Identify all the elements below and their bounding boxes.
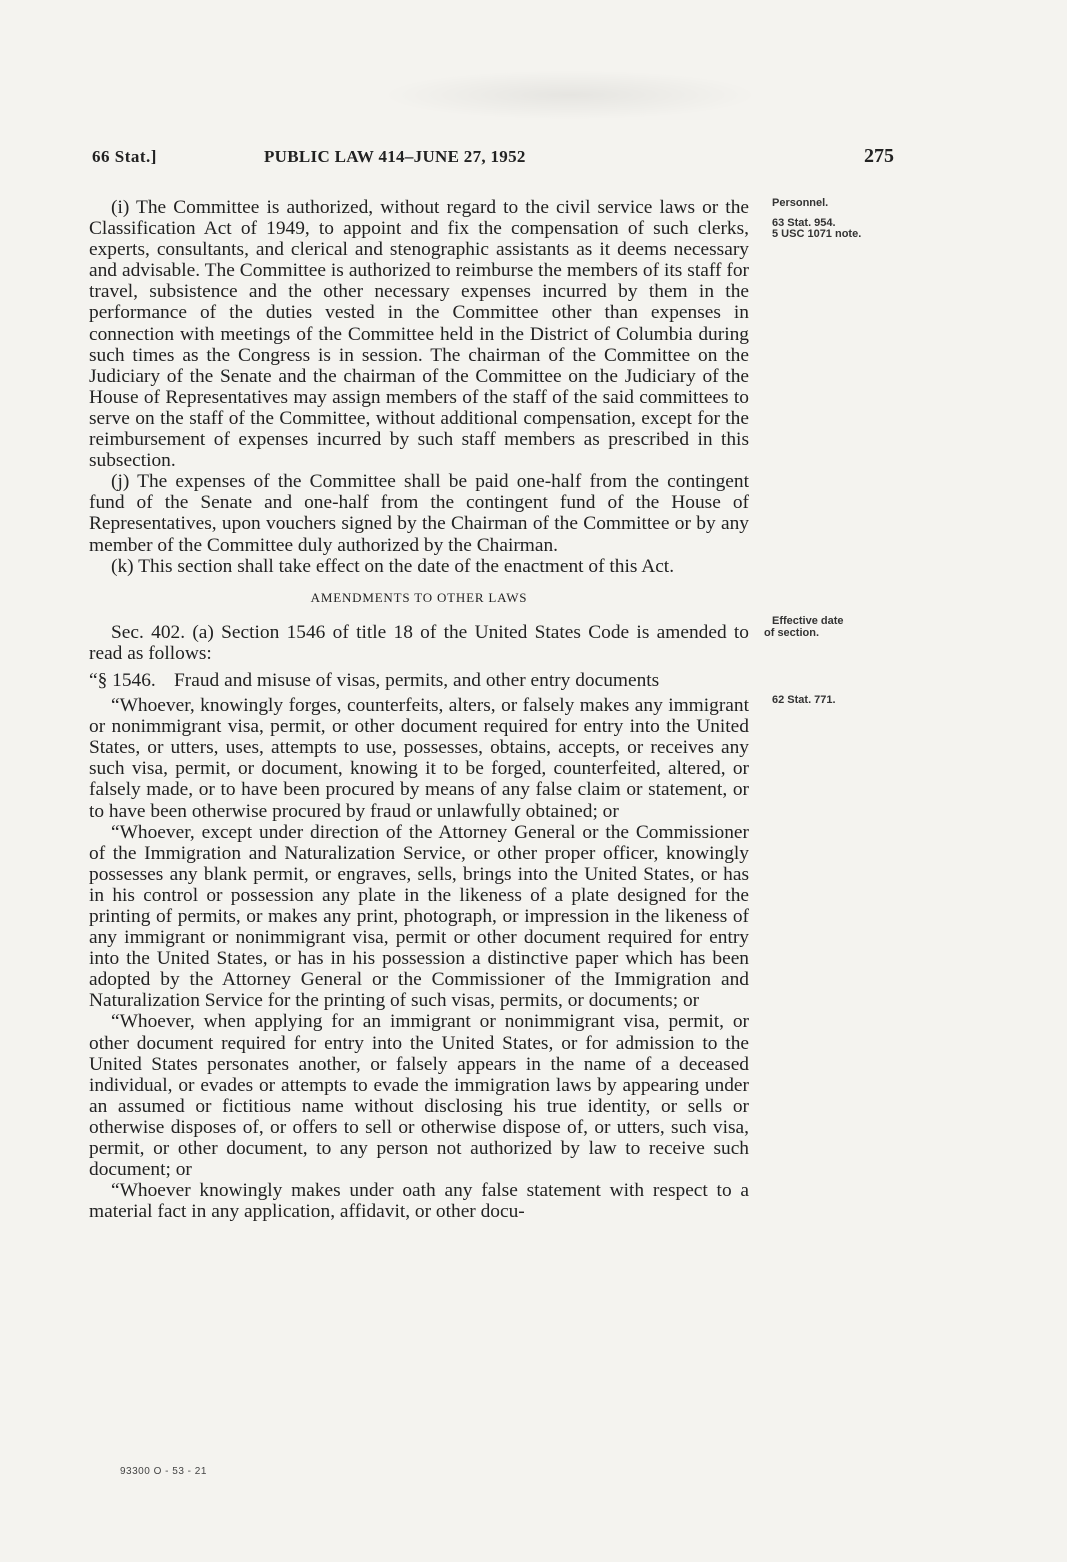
section-1546-heading: Fraud and misuse of visas, permits, and other entry documents	[174, 669, 660, 691]
paragraph-k: (k) This section shall take effect on the date of the enactment of this Act.	[111, 555, 675, 577]
running-title: PUBLIC LAW 414–JUNE 27, 1952	[264, 147, 526, 166]
margin-note-stat-954: 63 Stat. 954.	[772, 217, 836, 229]
whoever-paragraph: “Whoever knowingly makes under oath any false statement with respect to a material fact in any application, affidavit, or other docu-	[89, 1180, 749, 1223]
margin-note-stat-771: 62 Stat. 771.	[772, 694, 836, 706]
whoever-paragraph: “Whoever, except under direction of the Attorney General or the Commissioner of the Immigration and Naturalization Service, or other proper officer, knowingly possesses any blank permit, or engraves, sells, brings into the United States, or has in his control or possession any plate in the likeness of a plate designed for the printing of permits, or makes any print, photograph, or impression in the likeness of any immigrant or nonimmigrant visa, permit or other document required for entry into the United States, or has in his possession a distinctive paper which has been adopted by the Attorney General or the Commissioner of the Immigration and Naturalization Service for the printing of such visas, permits, or documents; or	[89, 821, 749, 1012]
whoever-paragraph: “Whoever, knowingly forges, counterfeits, alters, or falsely makes any immigrant or nonimmigrant visa, permit, or other document required for entry into the United States, or utters, uses, attempts to use, possesses, obtains, accepts, or receives any such visa, permit, or document, knowing it to be forged, counterfeited, altered, or falsely made, or to have been procured by means of any false claim or statement, or to have been otherwise procured by fraud or unlawfully obtained; or	[89, 695, 749, 822]
main-text	[89, 197, 749, 1222]
section-1546-title	[89, 670, 749, 691]
whoever-paragraph: “Whoever, when applying for an immigrant or nonimmigrant visa, permit, or other document required for entry into the United States, or for admission to the United States personates another, or falsely appears in the name of a deceased individual, or evades or attempts to evade the immigration laws by appearing under an assumed or fictitious name without disclosing his true identity, or sells or otherwise disposes of, or offers to sell or otherwise dispose of, or utters, such visa, permit, or other document, to any person not authorized by law to receive such document; or	[89, 1011, 749, 1181]
print-code: 93300 O - 53 - 21	[120, 1466, 207, 1477]
statute-volume: 66 Stat.]	[92, 147, 157, 166]
margin-note-usc-1071: 5 USC 1071 note.	[772, 228, 862, 240]
margin-note-effective-date: Effective date	[772, 615, 844, 627]
amendments-heading: AMENDMENTS TO OTHER LAWS	[310, 589, 528, 605]
margin-note-of-section: of section.	[764, 627, 820, 639]
section-402-intro: Sec. 402. (a) Section 1546 of title 18 of the United States Code is amended to read as follows:	[89, 621, 749, 664]
section-1546-number: “§ 1546.	[89, 669, 156, 691]
paragraph-i: (i) The Committee is authorized, without regard to the civil service laws or the Classification Act of 1949, to appoint and fix the compensation of such clerks, experts, consultants, and clerical and stenographic assistants as it deems necessary and advisable. The Committee is authorized to reimburse the members of its staff for travel, subsistence and the other necessary expenses incurred by them in the performance of the duties vested in the Committee other than expenses in connection with meetings of the Committee held in the District of Columbia during such times as the Congress is in session. The chairman of the Committee on the Judiciary of the Senate and the chairman of the Committee on the Judiciary of the House of Representatives may assign members of the staff of the said committees to serve on the staff of the Committee, without additional compensation, except for the reimbursement of expenses incurred by such staff members as prescribed in this subsection.	[89, 197, 749, 472]
page-header	[92, 147, 894, 175]
page-number: 275	[864, 145, 894, 167]
scan-smudge	[380, 70, 760, 120]
paragraph-j: (j) The expenses of the Committee shall be paid one-half from the contingent fund of the Senate and one-half from the contingent fund of the House of Representatives, upon vouchers signed by the Chairman of the Committee or by any member of the Committee duly authorized by the Chairman.	[89, 471, 749, 556]
margin-note-personnel: Personnel.	[772, 197, 829, 209]
